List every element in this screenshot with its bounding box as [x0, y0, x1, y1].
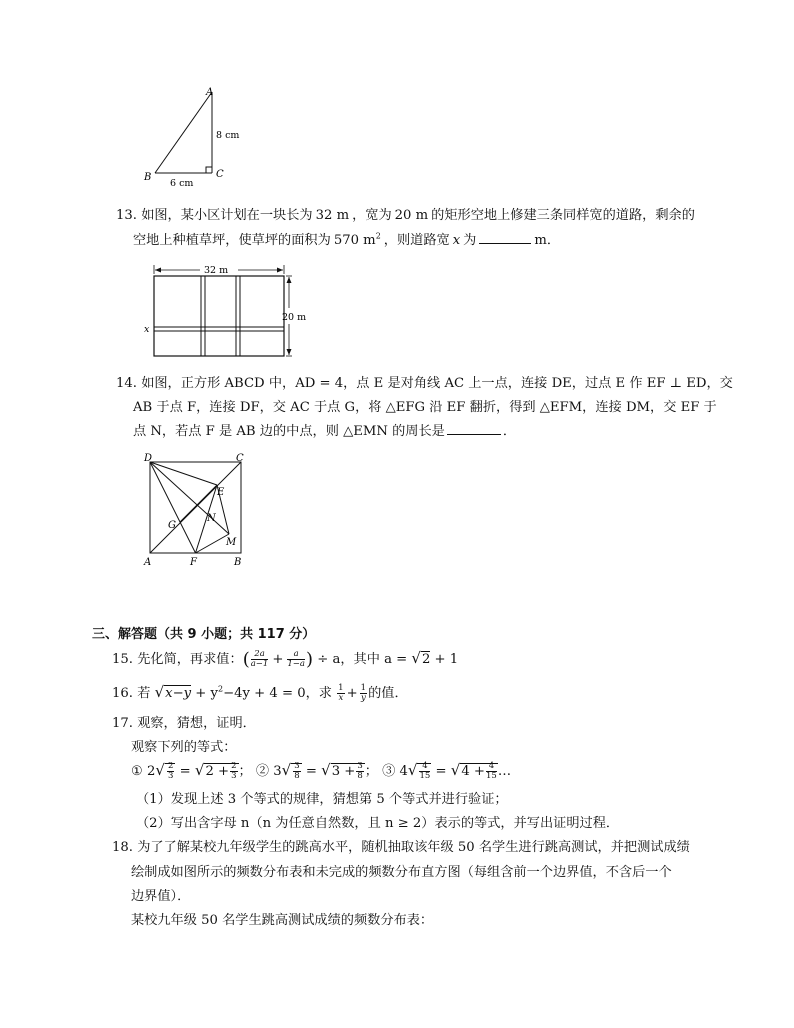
vertex-a-label: A	[206, 87, 214, 98]
section-3-heading: 三、解答题（共 9 小题；共 117 分）	[92, 627, 316, 642]
point-f-label: F	[190, 557, 197, 568]
side-ac-label: 8 cm	[216, 130, 240, 141]
vertex-b-label: B	[144, 172, 152, 183]
top-dimension-label: 32 m	[204, 265, 229, 276]
point-c-label: C	[236, 453, 244, 464]
q14-line3: 点 N，若点 F 是 AB 边的中点，则 △EMN 的周长是 ．	[133, 424, 517, 439]
question-16: 16. 若 $√x-y + y^2-4y + 4 = 0$，求 $\frac{1}{x}$ + $\frac{1}{y}$ 的值．	[112, 683, 408, 703]
point-m-label: M	[226, 537, 237, 548]
point-a-label: A	[144, 557, 152, 568]
point-g-label: G	[168, 520, 176, 531]
q13-length: 32 m	[315, 208, 350, 223]
q13-width: 20 m	[394, 208, 429, 223]
triangle-figure	[140, 82, 250, 192]
right-dimension-label: 20 m	[282, 312, 307, 323]
q14-answer-blank[interactable]	[447, 433, 501, 435]
q17-sub2: （2）写出含字母 n（n 为任意自然数，且 n ≥ 2）表示的等式，并写出证明过程．	[136, 816, 620, 831]
field-rectangle	[154, 276, 284, 356]
q16-number: 16.	[112, 686, 133, 701]
q14-line2: AB 于点 F，连接 DF，交 AC 于点 G，将 △EFG 沿 EF 翻折，得到 △EFM，连接 DM，交 EF 于	[133, 400, 717, 415]
side-ab	[155, 92, 212, 173]
q17-equations: ① 2√ $\frac{2}{3}$ = √2 + $\frac{2}{3}$ ； ② 3√ $\frac{3}{8}$ = √3 + $\frac{3}{8}$ ； ③ 4√ $\frac{4}{15}$ = √4 + $\frac{4}{15}$ …	[131, 761, 511, 781]
q18-line4: 某校九年级 50 名学生跳高测试成绩的频数分布表：	[131, 913, 434, 928]
q13-answer-blank[interactable]	[479, 242, 531, 244]
q18-line3: 边界值）．	[131, 889, 191, 904]
q14-line1: 14. 如图，正方形 ABCD 中，AD = 4，点 E 是对角线 AC 上一点，连接 DE，过点 E 作 EF ⊥ ED，交	[116, 376, 733, 391]
q13-number: 13.	[116, 208, 137, 223]
point-n-label: N	[207, 513, 216, 524]
q17-title: 17. 观察，猜想，证明．	[112, 716, 256, 731]
q13-line2: 空地上种植草坪，使草坪的面积为 570 $m^2$ ，则道路宽 x 为 m．	[133, 231, 561, 248]
q15-number: 15.	[112, 652, 133, 667]
point-e-label: E	[217, 487, 225, 498]
question-15: 15. 先化简，再求值：( $\frac{2a}{a-1}$ + $\frac{a}{1-a}$ ) ÷ a，其中 a = √2 + 1	[112, 649, 459, 670]
q17-intro: 观察下列的等式：	[131, 740, 237, 755]
point-d-label: D	[144, 453, 153, 464]
side-bc-label: 6 cm	[170, 178, 194, 189]
q14-number: 14.	[116, 376, 137, 391]
right-angle-mark	[206, 167, 212, 173]
vertex-c-label: C	[216, 169, 224, 180]
road-width-label: x	[144, 324, 150, 335]
q13-area: 570 $m^2$	[333, 231, 381, 248]
q18-line1: 18. 为了了解某校九年级学生的跳高水平，随机抽取该年级 50 名学生进行跳高测试，并把测试成绩	[112, 840, 690, 855]
q17-number: 17.	[112, 716, 133, 731]
q18-number: 18.	[112, 840, 133, 855]
square-figure	[138, 452, 258, 572]
q17-sub1: （1）发现上述 3 个等式的规律，猜想第 5 个等式并进行验证；	[136, 792, 508, 807]
q18-line2: 绘制成如图所示的频数分布表和未完成的频数分布直方图（每组含前一个边界值，不含后一个	[131, 865, 672, 880]
rectangle-roads-figure	[140, 262, 310, 362]
point-b-label: B	[234, 557, 242, 568]
q13-line1: 13. 如图，某小区计划在一块长为 32 m ，宽为 20 m 的矩形空地上修建三条同样宽的道路，剩余的	[116, 208, 695, 223]
